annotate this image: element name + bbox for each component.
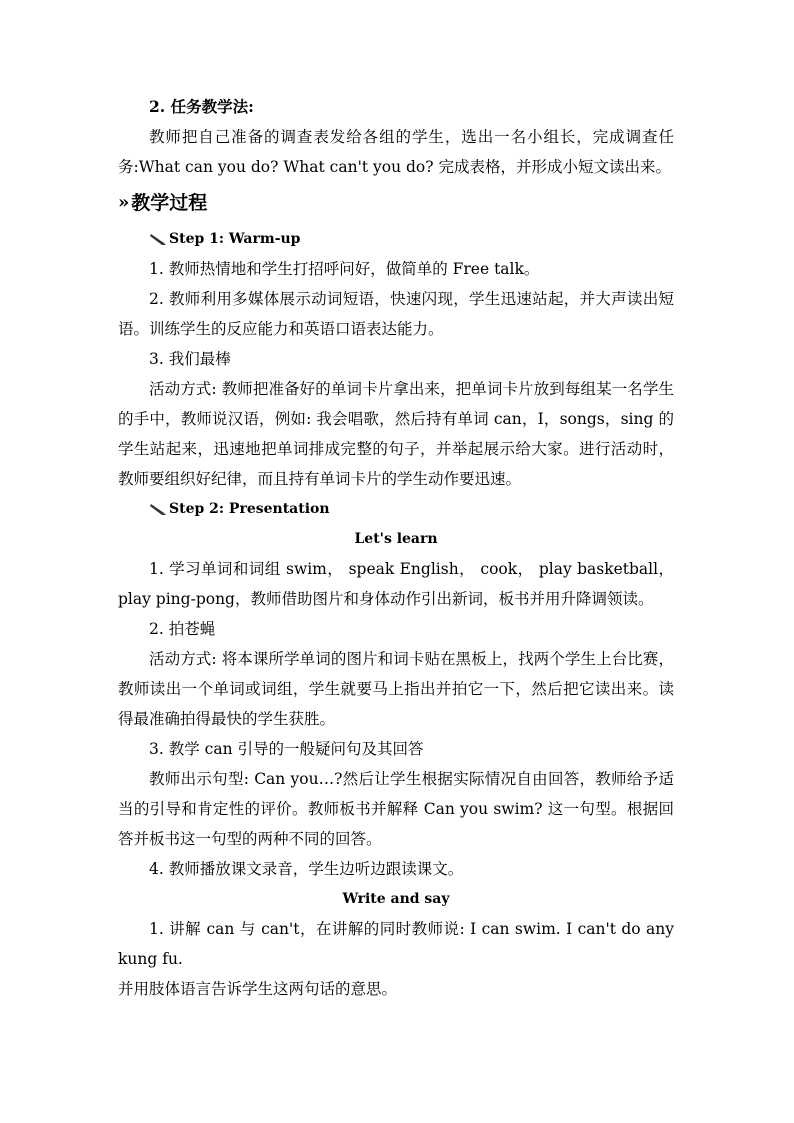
write-say-item-1: 1. 讲解 can 与 can't，在讲解的同时教师说: I can swim. I can't do any kung fu. — [118, 920, 674, 968]
pencil-icon — [149, 502, 167, 516]
step2-item-3: 3. 教学 can 引导的一般疑问句及其回答 — [149, 740, 424, 758]
section-heading — [118, 186, 674, 220]
double-chevron-icon: » — [118, 192, 126, 213]
lets-learn-heading: Let's learn — [354, 531, 438, 547]
step1-item-3: 3. 我们最棒 — [149, 350, 231, 368]
step2-title: Step 2: Presentation — [169, 501, 330, 517]
step2-heading — [118, 494, 674, 524]
task-body: 教师把自己准备的调查表发给各组的学生，选出一名小组长，完成调查任务:What can you do? What can't you do? 完成表格，并形成小短文读出来。 — [118, 128, 674, 176]
step2-item-4: 4. 教师播放课文录音，学生边听边跟读课文。 — [149, 860, 464, 878]
step2-item-3-body: 教师出示句型: Can you…?然后让学生根据实际情况自由回答，教师给予适当的引导和肯定性的评价。教师板书并解释 Can you swim? 这一句型。根据回答并板书这一句型的两种不同的回答。 — [118, 770, 674, 848]
write-and-say-heading: Write and say — [342, 891, 450, 907]
task-heading: 2. 任务教学法: — [149, 97, 254, 116]
step1-item-1: 1. 教师热情地和学生打招呼问好，做简单的 Free talk。 — [149, 260, 540, 278]
step1-item-2: 2. 教师利用多媒体展示动词短语，快速闪现，学生迅速站起，并大声读出短语。训练学生的反应能力和英语口语表达能力。 — [118, 290, 674, 338]
step2-item-2: 2. 拍苍蝇 — [149, 620, 216, 638]
write-say-item-1-cont: 并用肢体语言告诉学生这两句话的意思。 — [118, 980, 398, 998]
step1-heading — [118, 224, 674, 254]
section-title: 教学过程 — [131, 192, 208, 214]
step1-item-3-body: 活动方式: 教师把准备好的单词卡片拿出来，把单词卡片放到每组某一名学生的手中，教师说汉语，例如: 我会唱歌，然后持有单词 can，I，songs，sing 的学生站起来，迅速地把单词排成完整的句子，并举起展示给大家。进行活动时，教师要组织好纪律，而且持有单词卡片的学生动作要迅速。 — [118, 380, 674, 488]
step2-item-2-body: 活动方式: 将本课所学单词的图片和词卡贴在黑板上，找两个学生上台比赛，教师读出一个单词或词组，学生就要马上指出并拍它一下，然后把它读出来。读得最准确拍得最快的学生获胜。 — [118, 650, 674, 728]
pencil-icon — [149, 232, 167, 246]
step2-item-1: 1. 学习单词和词组 swim， speak English， cook， play basketball， play ping-pong，教师借助图片和身体动作引出新词，板书并用升降调领读。 — [118, 560, 674, 608]
document-content — [118, 92, 674, 1004]
step1-title: Step 1: Warm-up — [169, 231, 301, 247]
